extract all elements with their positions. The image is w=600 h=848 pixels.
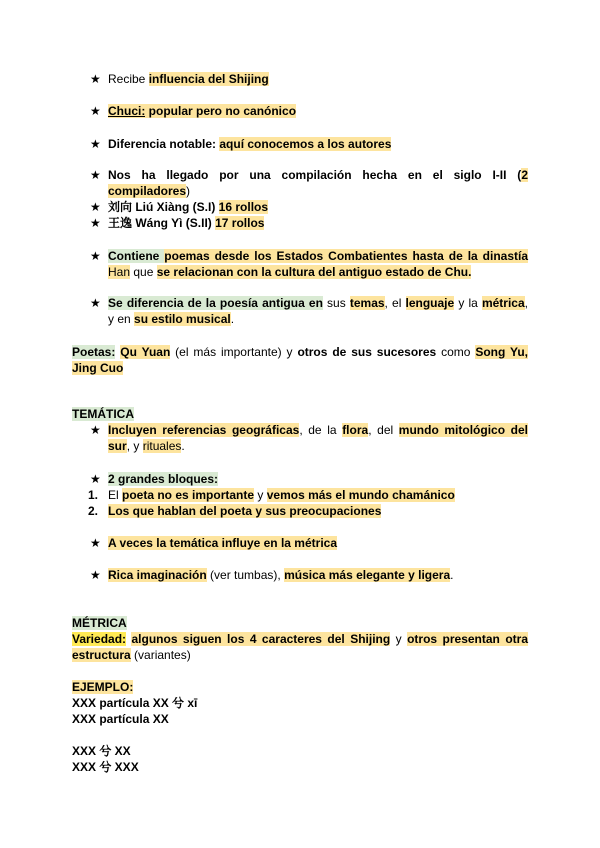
tematica-item-referencias: ★ Incluyen referencias geográficas, de la flora, del mundo mitológico del sur, y rituales. (90, 423, 528, 453)
ejemplo-line: XXX 兮 XX (72, 744, 131, 758)
ejemplo-heading: EJEMPLO: (72, 680, 134, 694)
metrica-paragraph: Variedad: algunos siguen los 4 caracteres del Shijing y otros presentan otra estructura (variantes) (72, 632, 528, 662)
star-bullet-icon: ★ (90, 296, 101, 310)
ejemplo-line: XXX partícula XX (72, 712, 169, 726)
tematica-item-metrica: ★ A veces la temática influye en la métrica (90, 536, 338, 550)
tematica-item-imaginacion: ★ Rica imaginación (ver tumbas), música más elegante y ligera. (90, 568, 454, 582)
ejemplo-line: XXX partícula XX 兮 xī (72, 696, 198, 710)
star-bullet-icon: ★ (90, 568, 101, 582)
star-bullet-icon: ★ (90, 137, 101, 151)
star-bullet-icon: ★ (90, 104, 101, 118)
star-bullet-icon: ★ (90, 472, 101, 486)
star-bullet-icon: ★ (90, 168, 101, 182)
metrica-heading: MÉTRICA (72, 616, 127, 630)
tematica-heading: TEMÁTICA (72, 407, 134, 421)
bullet-wang-yi: ★ 王逸 Wáng Yì (S.II) 17 rollos (90, 216, 265, 230)
bullet-liu-xiang: ★ 刘向 Liú Xiàng (S.I) 16 rollos (90, 200, 269, 214)
star-bullet-icon: ★ (90, 536, 101, 550)
star-bullet-icon: ★ (90, 216, 101, 230)
bullet-influencia: ★ Recibe influencia del Shijing (90, 72, 269, 86)
bullet-compilacion: ★ Nos ha llegado por una compilación hecha en el siglo I-II (2 compiladores) (90, 168, 528, 198)
star-bullet-icon: ★ (90, 423, 101, 437)
star-bullet-icon: ★ (90, 200, 101, 214)
bullet-chuci: ★ Chuci: popular pero no canónico (90, 104, 297, 118)
tematica-item-bloques: ★ 2 grandes bloques: (90, 472, 219, 486)
tematica-numbered-2: 2. Los que hablan del poeta y sus preocupaciones (88, 504, 382, 518)
bullet-se-diferencia: ★ Se diferencia de la poesía antigua en sus temas, el lenguaje y la métrica, y en su estilo musical. (90, 296, 528, 326)
star-bullet-icon: ★ (90, 72, 101, 86)
tematica-numbered-1: 1. El poeta no es importante y vemos más el mundo chamánico (88, 488, 455, 502)
bullet-contiene: ★ Contiene poemas desde los Estados Combatientes hasta de la dinastía Han que se relacionan con la cultura del antiguo estado de Chu. (90, 249, 529, 279)
star-bullet-icon: ★ (90, 249, 101, 263)
ejemplo-line: XXX 兮 XXX (72, 760, 139, 774)
bullet-diferencia: ★ Diferencia notable: aquí conocemos a los autores (90, 137, 392, 151)
poetas-paragraph: Poetas: Qu Yuan (el más importante) y otros de sus sucesores como Song Yu, Jing Cuo (72, 345, 528, 375)
